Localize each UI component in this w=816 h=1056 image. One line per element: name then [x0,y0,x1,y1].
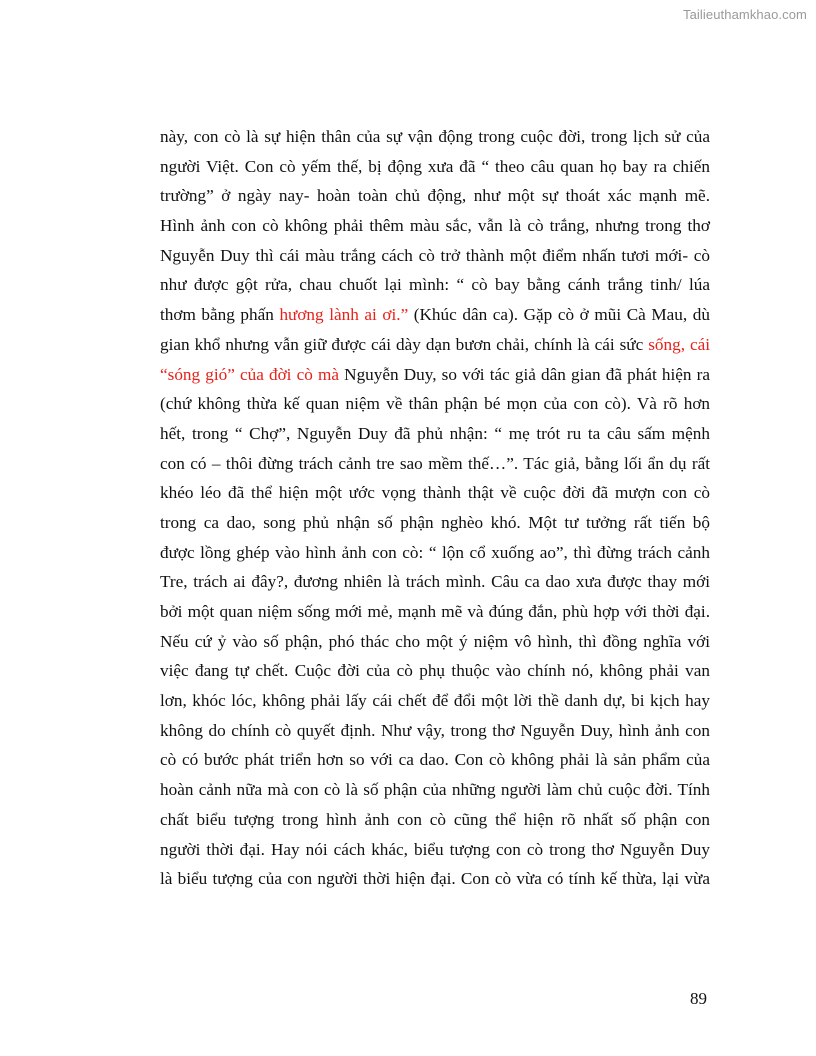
page-number: 89 [690,989,707,1008]
text-line [160,241,710,271]
text-segment: cò có bước phát triển hơn so với ca dao. Con cò không phải là sản phẩm của [160,750,710,770]
highlighted-text: hương lành ai ơi.” [279,305,409,325]
text-segment: chất biểu tượng trong hình ảnh con cò cũng thể hiện rõ nhất số phận con [160,809,710,829]
text-line [160,449,710,479]
text-line [160,330,710,360]
text-segment: hết, trong “ Chợ”, Nguyễn Duy đã phủ nhận: “ mẹ trót ru ta câu sấm mệnh [160,423,710,443]
text-segment: được lồng ghép vào hình ảnh con cò: “ lộn cổ xuống ao”, thì đừng trách cảnh [160,542,710,562]
text-segment: Hình ảnh con cò không phải thêm màu sắc, vẫn là cò trắng, nhưng trong thơ [160,216,710,236]
text-segment: không do chính cò quyết định. Như vậy, trong thơ Nguyễn Duy, hình ảnh con [160,720,710,740]
text-segment: Tre, trách ai đây?, đương nhiên là trách mình. Câu ca dao xưa được thay mới [160,572,710,592]
text-line [160,538,710,568]
text-segment: việc đang tự chết. Cuộc đời của cò phụ thuộc vào chính nó, không phải van [160,661,710,681]
text-segment: người thời đại. Hay nói cách khác, biểu tượng con cò trong thơ Nguyễn Duy [160,839,710,859]
watermark-text: Tailieuthamkhao.com [682,7,807,22]
text-segment: Nếu cứ ỷ vào số phận, phó thác cho một ý niệm vô hình, thì đồng nghĩa với [160,631,710,651]
text-line [160,745,710,775]
text-line [160,389,710,419]
text-segment: (Khúc dân ca). Gặp cò ở mũi Cà Mau, dù [408,305,710,325]
text-segment: thơm bằng phấn [160,305,280,325]
text-line [160,152,710,182]
text-line [160,360,710,390]
text-segment: gian khổ nhưng vẫn giữ được cái dày dạn bươn chải, chính là cái sức [160,334,649,354]
text-segment: trường” ở ngày nay- hoàn toàn chủ động, như một sự thoát xác mạnh mẽ. [160,186,710,206]
text-segment: Nguyễn Duy, so với tác giả dân gian đã phát hiện ra [339,364,710,384]
text-line [160,656,710,686]
text-segment: người Việt. Con cò yếm thế, bị động xưa đã “ theo câu quan họ bay ra chiến [160,156,710,176]
text-segment: hoàn cảnh nữa mà con cò là số phận của những người làm chủ cuộc đời. Tính [160,780,710,800]
text-segment: bởi một quan niệm sống mới mẻ, mạnh mẽ và đúng đắn, phù hợp với thời đại. [160,602,710,621]
text-line [160,122,710,152]
text-line [160,805,710,835]
text-line [160,597,710,627]
text-segment: này, con cò là sự hiện thân của sự vận động trong cuộc đời, trong lịch sử của [160,127,710,146]
text-line [160,686,710,716]
text-line [160,300,710,330]
text-segment: như được gột rửa, chau chuốt lại mình: “ cò bay bằng cánh trắng tinh/ lúa [160,275,710,295]
text-line [160,211,710,241]
text-segment: lơn, khóc lóc, không phải lấy cái chết để đổi một lời thề danh dự, bi kịch hay [160,691,710,711]
text-line [160,864,710,894]
highlighted-text: “sóng gió” của đời cò mà [160,364,339,384]
text-line [160,508,710,538]
text-line [160,270,710,300]
text-segment: trong ca dao, song phủ nhận số phận nghèo khó. Một tư tưởng rất tiến bộ [160,512,710,532]
text-line [160,419,710,449]
highlighted-text: sống, cái [648,334,710,354]
text-line [160,181,710,211]
text-segment: (chứ không thừa kế quan niệm về thân phận bé mọn của con cò). Và rõ hơn [160,394,710,414]
text-segment: khéo léo đã thể hiện một ước vọng thành thật về cuộc đời đã mượn con cò [160,483,710,503]
text-line [160,567,710,597]
text-line [160,716,710,746]
text-line [160,627,710,657]
text-segment: con có – thôi đừng trách cảnh tre sao mềm thế…”. Tác giả, bằng lối ẩn dụ rất [160,453,710,473]
text-segment: Nguyễn Duy thì cái màu trắng cách cò trở thành một điểm nhấn tươi mới- cò [160,245,710,265]
text-segment: là biểu tượng của con người thời hiện đại. Con cò vừa có tính kế thừa, lại vừa [160,869,710,889]
text-line [160,775,710,805]
text-line [160,835,710,865]
text-line [160,478,710,508]
body-text [160,122,710,894]
